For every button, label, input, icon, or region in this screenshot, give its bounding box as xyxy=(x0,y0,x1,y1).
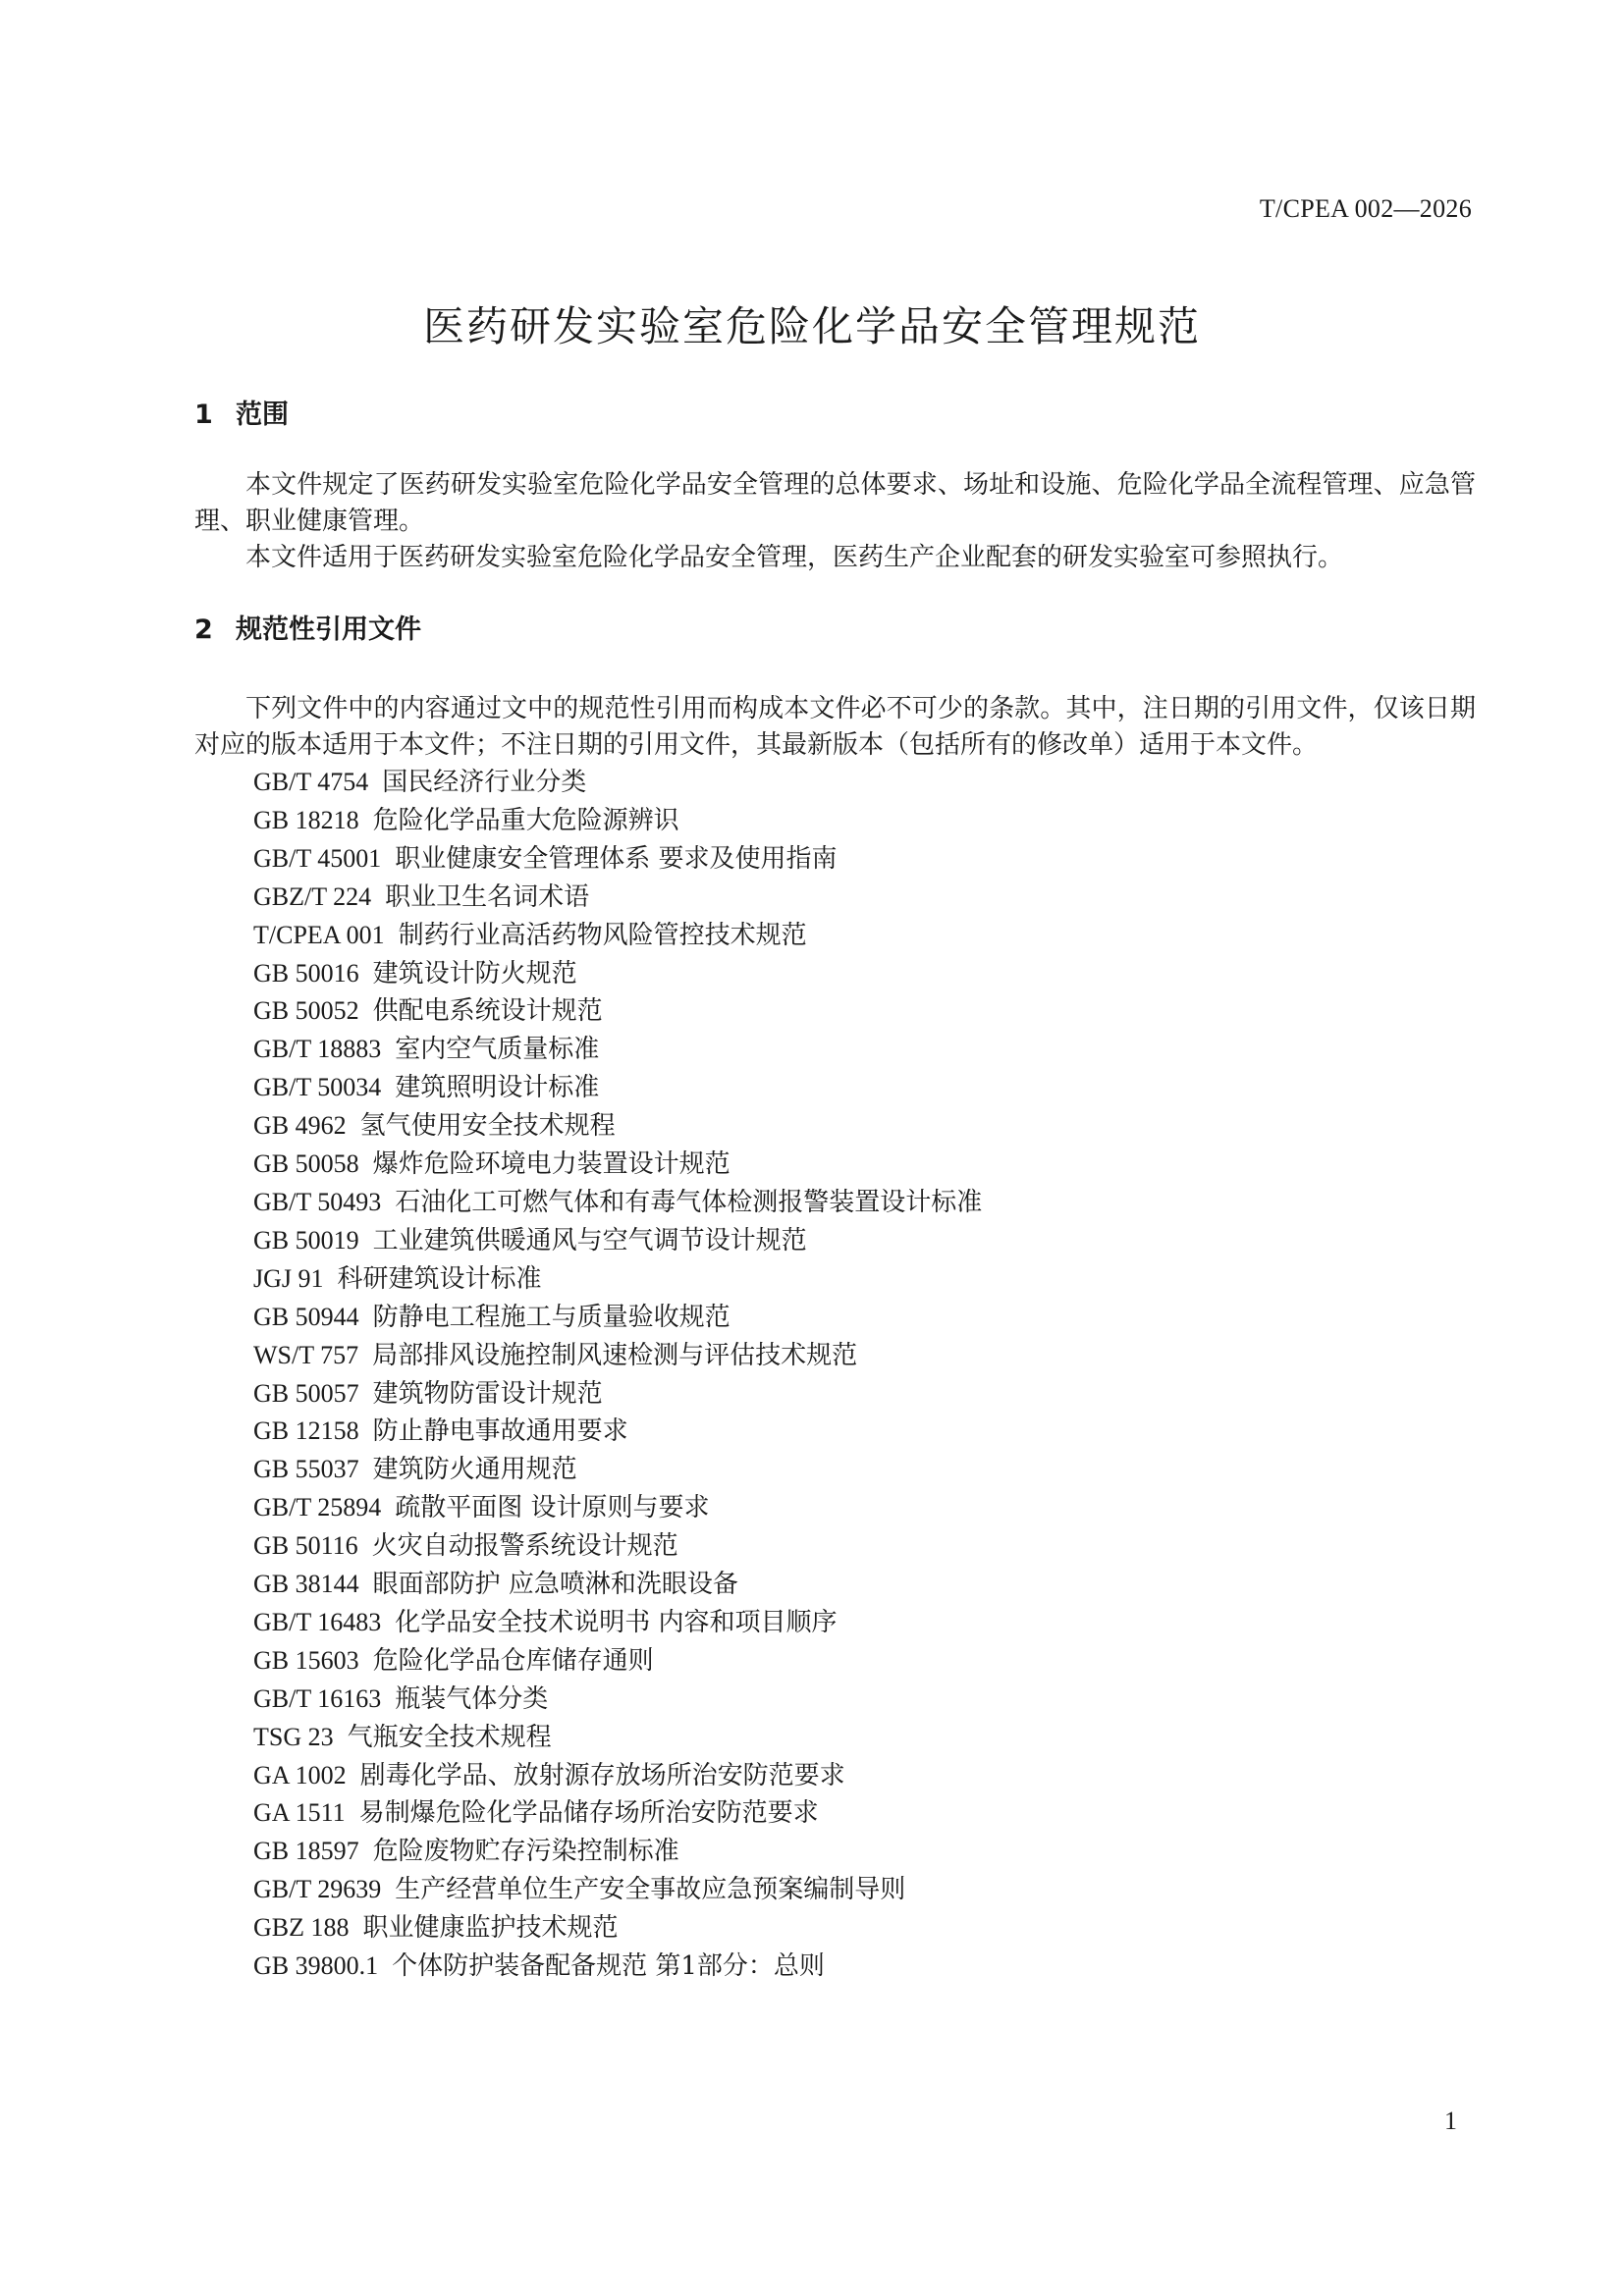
reference-title: 职业卫生名词术语 xyxy=(385,881,590,912)
reference-item xyxy=(253,992,1476,1031)
reference-code: T/CPEA 001 xyxy=(253,920,385,949)
reference-code: GB 55037 xyxy=(253,1455,359,1484)
reference-title: 局部排风设施控制风速检测与评估技术规范 xyxy=(372,1340,858,1370)
reference-title: 化学品安全技术说明书 内容和项目顺序 xyxy=(395,1607,838,1637)
reference-code: GB/T 16163 xyxy=(253,1683,382,1713)
reference-item xyxy=(253,917,1476,955)
reference-code: GB 12158 xyxy=(253,1416,359,1446)
reference-title: 建筑防火通用规范 xyxy=(372,1455,577,1485)
document-code: T/CPEA 002—2026 xyxy=(1259,194,1472,223)
document-title: 医药研发实验室危险化学品安全管理规范 xyxy=(422,302,1201,350)
reference-title: 眼面部防护 应急喷淋和洗眼设备 xyxy=(372,1570,738,1600)
reference-title: 火灾自动报警系统设计规范 xyxy=(371,1531,678,1562)
reference-title: 防静电工程施工与质量验收规范 xyxy=(372,1302,731,1332)
reference-item xyxy=(253,840,1476,879)
scope-paragraph: 本文件适用于医药研发实验室危险化学品安全管理，医药生产企业配套的研发实验室可参照执行。 xyxy=(245,543,1344,572)
reference-code: GB/T 29639 xyxy=(253,1875,382,1904)
reference-code: GB 18597 xyxy=(253,1837,359,1866)
reference-item xyxy=(253,955,1476,993)
reference-item xyxy=(253,879,1476,917)
reference-code: GB 50058 xyxy=(253,1149,359,1179)
reference-title: 危险化学品仓库储存通则 xyxy=(372,1645,654,1676)
reference-title: 危险化学品重大危险源辨识 xyxy=(372,805,679,835)
reference-item xyxy=(253,1069,1476,1107)
reference-code: GB 50019 xyxy=(253,1225,359,1255)
reference-code: GB/T 50493 xyxy=(253,1187,382,1216)
reference-item xyxy=(253,1489,1476,1527)
reference-title: 氢气使用安全技术规程 xyxy=(359,1111,616,1142)
reference-item xyxy=(253,1222,1476,1260)
reference-title: 职业健康监护技术规范 xyxy=(362,1913,619,1944)
reference-item xyxy=(253,1107,1476,1146)
reference-code: WS/T 757 xyxy=(253,1340,359,1369)
reference-list xyxy=(194,764,1476,1986)
reference-title: 爆炸危险环境电力装置设计规范 xyxy=(372,1149,731,1180)
reference-title: 生产经营单位生产安全事故应急预案编制导则 xyxy=(395,1875,906,1905)
reference-item xyxy=(253,1871,1476,1909)
reference-item xyxy=(253,1527,1476,1566)
reference-code: GB 50944 xyxy=(253,1302,359,1331)
reference-code: GA 1511 xyxy=(253,1798,346,1828)
reference-title: 剧毒化学品、放射源存放场所治安防范要求 xyxy=(359,1760,845,1790)
reference-item xyxy=(253,1948,1476,1986)
reference-code: GB 15603 xyxy=(253,1645,359,1675)
reference-title: 石油化工可燃气体和有毒气体检测报警装置设计标准 xyxy=(395,1187,983,1217)
reference-code: GBZ/T 224 xyxy=(253,881,372,911)
reference-item xyxy=(253,1719,1476,1757)
reference-item xyxy=(253,1146,1476,1184)
reference-code: GBZ 188 xyxy=(253,1913,350,1943)
reference-code: GB 39800.1 xyxy=(253,1951,379,1981)
references-intro-paragraph: 下列文件中的内容通过文中的规范性引用而构成本文件必不可少的条款。其中，注日期的引用文件，仅该日期对应的版本适用于本文件；不注日期的引用文件，其最新版本（包括所有的修改单）适用于本文件。 xyxy=(194,694,1476,760)
reference-item xyxy=(253,1681,1476,1719)
scope-paragraph: 本文件规定了医药研发实验室危险化学品安全管理的总体要求、场址和设施、危险化学品全流程管理、应急管理、职业健康管理。 xyxy=(194,470,1476,536)
reference-code: GB 4962 xyxy=(253,1111,347,1141)
reference-code: GB/T 4754 xyxy=(253,768,369,796)
reference-item xyxy=(253,1299,1476,1337)
reference-title: 疏散平面图 设计原则与要求 xyxy=(395,1493,710,1523)
reference-code: GB/T 50034 xyxy=(253,1073,382,1102)
reference-title: 危险废物贮存污染控制标准 xyxy=(372,1837,679,1867)
reference-item xyxy=(253,1794,1476,1833)
section-heading xyxy=(194,611,1476,650)
reference-title: 防止静电事故通用要求 xyxy=(372,1416,628,1447)
reference-item xyxy=(253,1375,1476,1414)
reference-title: 制药行业高活药物风险管控技术规范 xyxy=(398,920,807,950)
reference-title: 供配电系统设计规范 xyxy=(372,996,603,1027)
reference-code: GB 50116 xyxy=(253,1531,358,1561)
reference-title: 职业健康安全管理体系 要求及使用指南 xyxy=(395,843,838,874)
reference-title: 个体防护装备配备规范 第1部分：总则 xyxy=(392,1951,825,1982)
reference-title: 国民经济行业分类 xyxy=(382,768,587,797)
reference-title: 科研建筑设计标准 xyxy=(337,1263,542,1294)
reference-item xyxy=(253,802,1476,840)
reference-item xyxy=(253,1413,1476,1451)
reference-code: GB/T 45001 xyxy=(253,843,382,873)
section-title: 规范性引用文件 xyxy=(236,614,421,645)
reference-code: TSG 23 xyxy=(253,1722,334,1751)
section-heading xyxy=(194,396,1476,435)
reference-code: GB 18218 xyxy=(253,805,359,834)
reference-item xyxy=(253,1337,1476,1375)
reference-title: 建筑照明设计标准 xyxy=(395,1073,600,1103)
reference-code: GB 50016 xyxy=(253,958,359,988)
reference-title: 气瓶安全技术规程 xyxy=(347,1722,552,1752)
section-number: 2 xyxy=(194,614,213,645)
section-normative-references xyxy=(194,611,1476,1986)
reference-code: GB/T 18883 xyxy=(253,1035,382,1064)
reference-item xyxy=(253,1604,1476,1642)
section-number: 1 xyxy=(194,400,213,430)
reference-title: 建筑设计防火规范 xyxy=(372,958,577,988)
reference-title: 瓶装气体分类 xyxy=(395,1683,549,1714)
reference-code: JGJ 91 xyxy=(253,1263,324,1293)
reference-code: GB 38144 xyxy=(253,1570,359,1599)
reference-title: 室内空气质量标准 xyxy=(395,1035,600,1065)
reference-item xyxy=(253,1642,1476,1681)
reference-code: GB 50052 xyxy=(253,996,359,1026)
reference-item xyxy=(253,1451,1476,1489)
reference-code: GB/T 16483 xyxy=(253,1607,382,1636)
reference-item xyxy=(253,1909,1476,1948)
section-title: 范围 xyxy=(236,400,289,430)
reference-title: 易制爆危险化学品储存场所治安防范要求 xyxy=(358,1798,819,1829)
page-number: 1 xyxy=(1444,2107,1457,2135)
reference-title: 建筑物防雷设计规范 xyxy=(372,1378,603,1409)
reference-item xyxy=(253,1833,1476,1871)
reference-item xyxy=(253,1260,1476,1299)
section-scope xyxy=(194,396,1476,576)
reference-code: GB 50057 xyxy=(253,1378,359,1408)
reference-title: 工业建筑供暖通风与空气调节设计规范 xyxy=(372,1225,807,1255)
reference-item xyxy=(253,1757,1476,1795)
reference-item xyxy=(253,764,1476,802)
reference-code: GB/T 25894 xyxy=(253,1493,382,1522)
reference-code: GA 1002 xyxy=(253,1760,347,1789)
reference-item xyxy=(253,1566,1476,1604)
reference-item xyxy=(253,1184,1476,1222)
reference-item xyxy=(253,1031,1476,1069)
